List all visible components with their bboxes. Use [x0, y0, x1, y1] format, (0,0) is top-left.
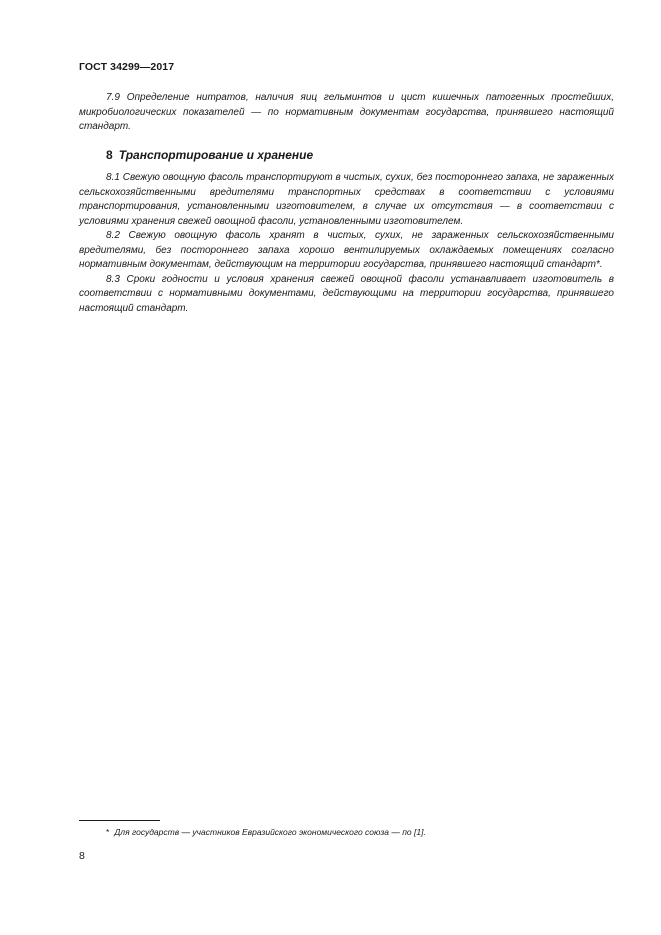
- section-8-number: 8: [106, 148, 113, 162]
- document-header: ГОСТ 34299—2017: [79, 61, 175, 73]
- section-8-title: Транспортирование и хранение: [118, 148, 314, 162]
- footnote: [106, 827, 426, 837]
- clause-7-9: [79, 91, 614, 135]
- clause-7-9-text: 7.9 Определение нитратов, наличия яиц гельминтов и цист кишечных патогенных простейших, микробиологических показателей — по нормативным документам государства, принявшего настоящий стандарт.: [79, 92, 614, 132]
- page-number: 8: [79, 850, 85, 862]
- clause-8-1: 8.1 Свежую овощную фасоль транспортируют в чистых, сухих, без постороннего запаха, не зараженных сельскохозяйственными вредителями транспортных средствах в соответствии с условиями транспортирования, установленными изготовителем, в случае их отсутствия — в соответствии с условиями хранения свежей овощной фасоли, установленными изготовителем.: [79, 172, 614, 227]
- clause-8-3: 8.3 Сроки годности и условия хранения свежей овощной фасоли устанавливает изготовитель в соответствии с нормативными документами, действующими на территории государства, принявшего настоящий стандарт.: [79, 273, 614, 314]
- clause-8-2: 8.2 Свежую овощную фасоль хранят в чистых, сухих, не зараженных сельскохозяйственными вредителями, без постороннего запаха хорошо вентилируемых охлаждаемых помещениях согласно нормативным документам, действующим на территории государства, принявшего настоящий стандарт*.: [79, 230, 614, 270]
- section-8-heading: [106, 148, 313, 162]
- footnote-text: Для государств — участников Евразийского экономического союза — по [1].: [114, 827, 426, 837]
- footnote-divider: [79, 820, 160, 821]
- section-8-body: [79, 171, 614, 316]
- footnote-mark: *: [106, 827, 110, 837]
